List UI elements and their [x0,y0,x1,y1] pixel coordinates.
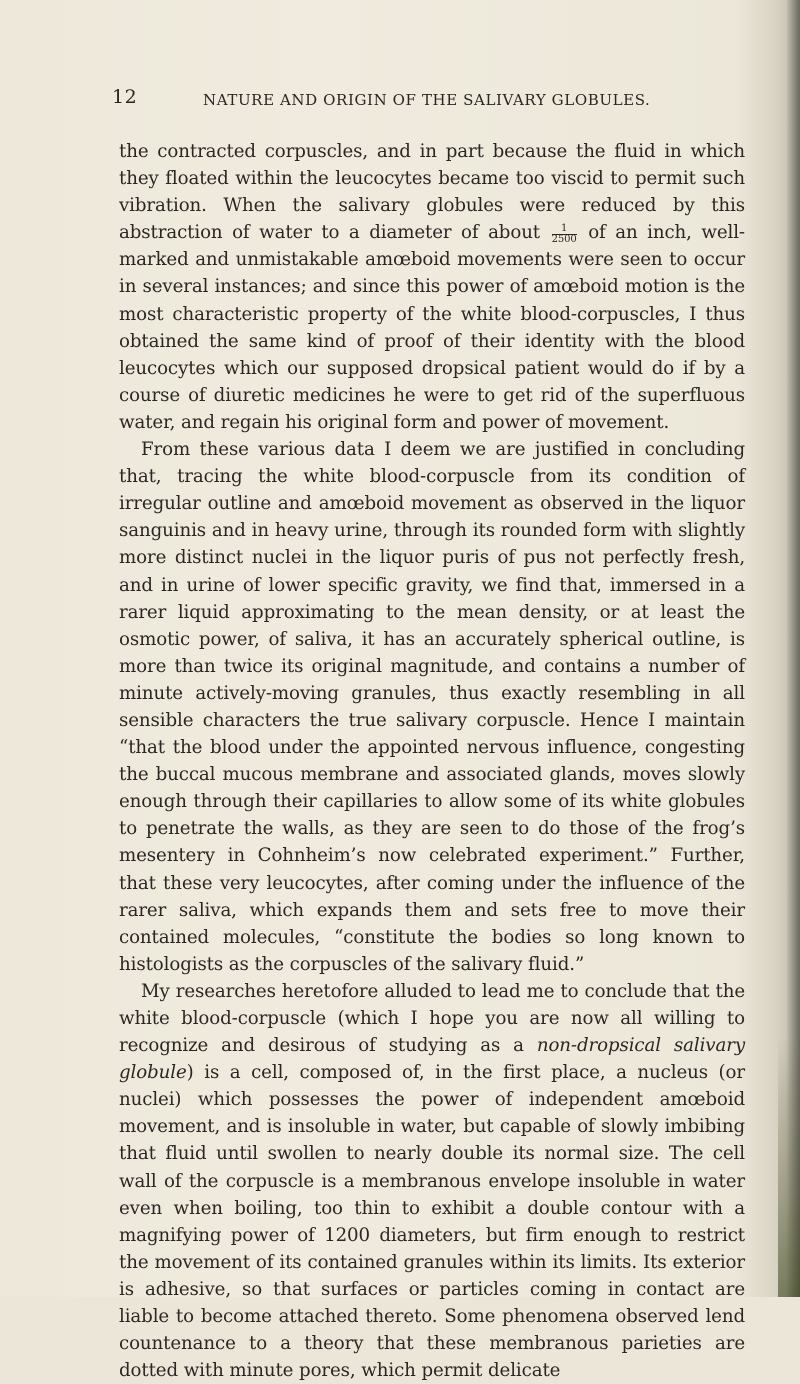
body-text [119,138,745,1384]
paragraph-1 [119,138,745,436]
paragraph-3-italic-term: non-dropsical salivary globule [119,1035,745,1084]
fraction-denominator: 2500 [551,233,577,245]
paragraph-1-text-a: the contracted corpuscles, and in part because the fluid in which they floated within the leucocytes became too viscid to permit such vibration. When the salivary globules were reduced by this abstraction of water to a diameter of about [119,141,745,244]
paragraph-3-text-b: ) is a cell, composed of, in the first place, a nucleus (or nuclei) which possesses the power of independent amœboid movement, and is insoluble in water, but capable of slowly imbibing that fluid until swollen to nearly double its normal size. The cell wall of the corpuscle is a membranous envelope insoluble in water even when boiling, too thin to exhibit a double contour with a magnifying power of 1200 diameters, but firm enough to restrict the movement of its contained granules within its limits. Its exterior is adhesive, so that surfaces or particles coming in contact are liable to become attached thereto. Some phenomena observed lend countenance to a theory that these membranous parieties are dotted with minute pores, which permit delicate [119,1062,745,1382]
running-title: NATURE AND ORIGIN OF THE SALIVARY GLOBULES. [203,91,651,109]
paragraph-2: From these various data I deem we are justified in concluding that, tracing the white blood-corpuscle from its condition of irregular outline and amœboid movement as observed in the liquor sanguinis and in heavy urine, through its rounded form with slightly more distinct nuclei in the liquor puris of pus not perfectly fresh, and in urine of lower specific gravity, we find that, immersed in a rarer liquid approximating to the mean density, or at least the osmotic power, of saliva, it has an accurately spherical outline, is more than twice its original magnitude, and contains a number of minute actively-moving granules, thus exactly resembling in all sensible characters the true salivary corpuscle. Hence I maintain “that the blood under the appointed nervous influence, congesting the buccal mucous membrane and associated glands, moves slowly enough through their capillaries to allow some of its white globules to penetrate the walls, as they are seen to do those of the frog’s mesentery in Cohnheim’s now celebrated experiment.” Further, that these very leucocytes, after coming under the influence of the rarer saliva, which expands them and sets free to move their contained molecules, “constitute the bodies so long known to histologists as the corpuscles of the salivary fluid.” [119,439,745,975]
paragraph-3-text-a: My researches heretofore alluded to lead me to conclude that the white blood-corpuscle (which I hope you are now all willing to recognize and desirous of studying as a [119,980,745,1057]
page-edge-stain [778,1037,800,1297]
paragraph-3 [119,978,745,1384]
page-number: 12 [112,86,138,108]
fraction-one-2500 [552,224,577,245]
paragraph-1-text-b: of an inch, well-marked and unmistakable amœboid movements were seen to occur in several instances; and since this power of amœboid motion is the most characteristic property of the white blood-corpuscles, I thus obtained the same kind of proof of their identity with the blood leucocytes which our supposed dropsical patient would do if by a course of diuretic medicines he were to get rid of the superfluous water, and regain his original form and power of movement. [119,222,745,433]
fraction-numerator: 1 [552,224,577,235]
